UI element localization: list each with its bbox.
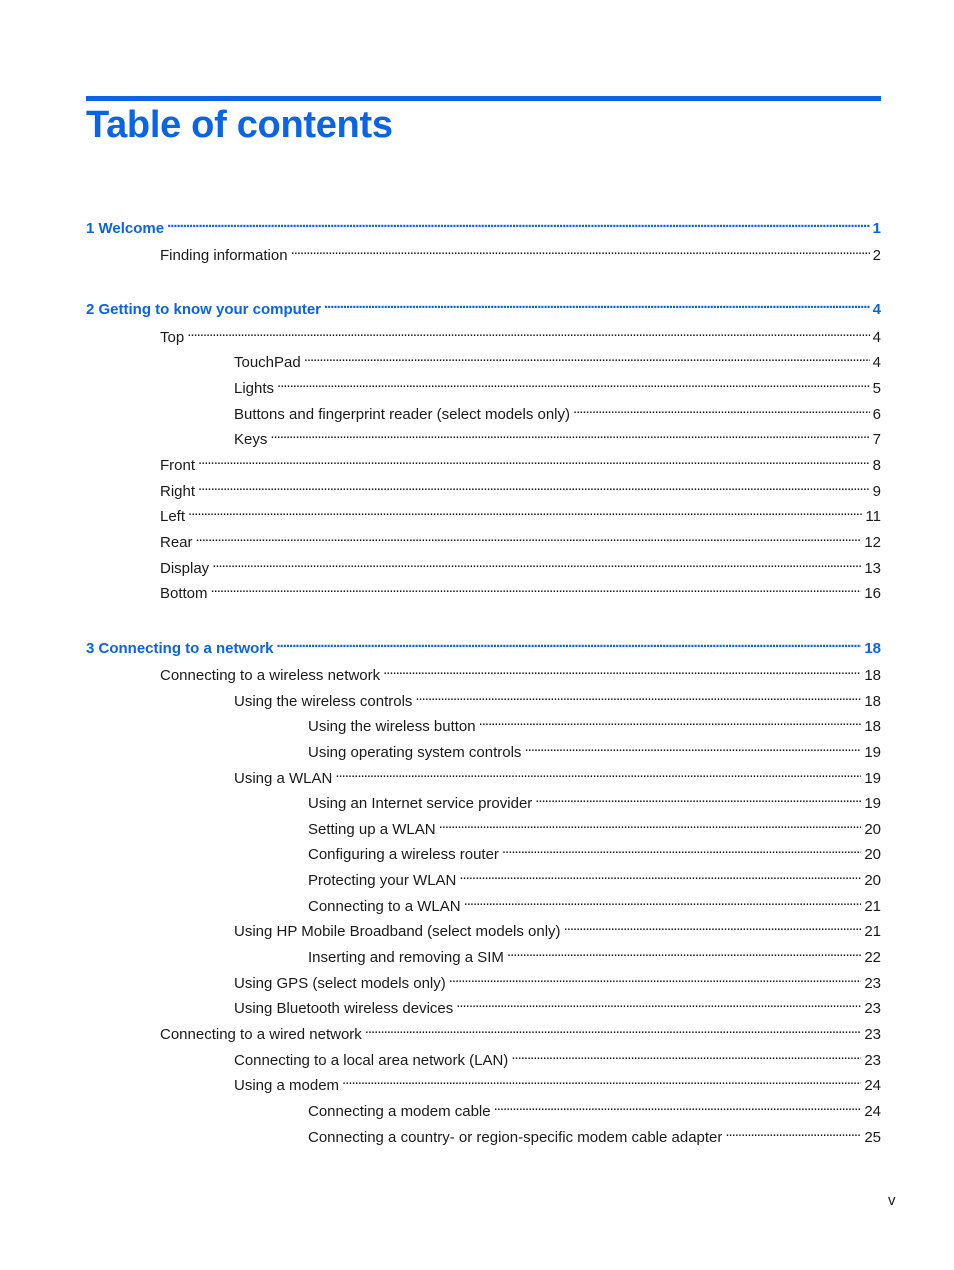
toc-chapter-entry[interactable] (86, 633, 881, 657)
toc-entry[interactable] (160, 240, 881, 264)
toc-page-number: 18 (864, 693, 881, 710)
dot-leader (524, 737, 861, 757)
dot-leader (494, 1096, 862, 1116)
toc-page-number: 13 (864, 560, 881, 577)
toc-chapter-entry[interactable] (86, 213, 881, 237)
toc-entry-title: Rear (160, 534, 193, 551)
toc-entry-title: Top (160, 329, 185, 346)
toc-entry[interactable] (234, 399, 881, 423)
toc-entry-title: Display (160, 560, 210, 577)
toc-page-number: 11 (865, 508, 881, 525)
toc-entry-title: Using the wireless button (308, 718, 476, 735)
toc-page-number: 23 (864, 975, 881, 992)
toc-entry[interactable] (234, 424, 881, 448)
toc-page-number: 24 (864, 1077, 881, 1094)
dot-leader (479, 711, 862, 731)
toc-page-number: 20 (864, 872, 881, 889)
toc-entry-title: Buttons and fingerprint reader (select models only) (234, 406, 571, 423)
dot-leader (291, 240, 870, 260)
dot-leader (342, 1070, 861, 1090)
toc-page-number: 21 (864, 898, 881, 915)
dot-leader (196, 527, 862, 547)
toc-entry[interactable] (160, 450, 881, 474)
dot-leader (187, 322, 869, 342)
toc-page-number: 25 (864, 1129, 881, 1146)
dot-leader (383, 660, 861, 680)
toc-entry-title: Connecting to a WLAN (308, 898, 461, 915)
dot-leader (188, 501, 862, 521)
toc-entry-title: Finding information (160, 247, 288, 264)
toc-entry[interactable] (308, 1096, 881, 1120)
toc-entry-title: Using a WLAN (234, 770, 333, 787)
dot-leader (564, 916, 862, 936)
toc-entry-title: 1 Welcome (86, 220, 165, 237)
toc-page-number: 18 (864, 667, 881, 684)
dot-leader (365, 1019, 862, 1039)
dot-leader (211, 578, 862, 598)
dot-leader (502, 839, 861, 859)
dot-leader (212, 553, 861, 573)
toc-entry[interactable] (234, 373, 881, 397)
dot-leader (198, 450, 870, 470)
dot-leader (167, 213, 870, 233)
dot-leader (277, 373, 870, 393)
toc-entry-title: Using HP Mobile Broadband (select models only) (234, 923, 561, 940)
toc-entry-title: Configuring a wireless router (308, 846, 499, 863)
dot-leader (198, 476, 870, 496)
page-title: Table of contents (86, 104, 393, 146)
toc-entry-title: Using operating system controls (308, 744, 522, 761)
toc-page-number: 19 (864, 744, 881, 761)
toc-entry-title: Bottom (160, 585, 208, 602)
toc-entry[interactable] (160, 322, 881, 346)
toc-entry-title: Lights (234, 380, 275, 397)
toc-page-number: 18 (864, 640, 881, 657)
dot-leader (335, 763, 861, 783)
toc-page-number: 1 (872, 220, 881, 237)
dot-leader (277, 633, 862, 653)
dot-leader (464, 891, 862, 911)
toc-entry-title: Using Bluetooth wireless devices (234, 1000, 454, 1017)
dot-leader (459, 865, 861, 885)
toc-entry[interactable] (308, 711, 881, 735)
dot-leader (449, 968, 862, 988)
toc-entry-title: Using a modem (234, 1077, 340, 1094)
toc-page-number: 7 (872, 431, 881, 448)
toc-entry-title: TouchPad (234, 354, 301, 371)
toc-entry-title: Using GPS (select models only) (234, 975, 446, 992)
dot-leader (270, 424, 869, 444)
toc-entry-title: Using the wireless controls (234, 693, 413, 710)
toc-page-number: 21 (864, 923, 881, 940)
toc-entry[interactable] (308, 942, 881, 966)
toc-entry-title: Connecting a country- or region-specific modem cable adapter (308, 1129, 723, 1146)
toc-page-number: 5 (872, 380, 881, 397)
toc-entry[interactable] (160, 501, 881, 525)
toc-page-number: 19 (864, 795, 881, 812)
dot-leader (456, 993, 861, 1013)
toc-entry-title: 2 Getting to know your computer (86, 301, 322, 318)
toc-entry[interactable] (308, 814, 881, 838)
toc-page-number: 24 (864, 1103, 881, 1120)
toc-entry[interactable] (160, 476, 881, 500)
toc-page-number: 18 (864, 718, 881, 735)
toc-entry-title: Keys (234, 431, 268, 448)
toc-entry[interactable] (308, 839, 881, 863)
toc-page-number: 4 (872, 354, 881, 371)
toc-entry[interactable] (308, 788, 881, 812)
toc-entry-title: Left (160, 508, 186, 525)
toc-entry[interactable] (234, 968, 881, 992)
toc-page-number: 20 (864, 821, 881, 838)
toc-entry[interactable] (160, 527, 881, 551)
toc-entry[interactable] (160, 1019, 881, 1043)
toc-entry-title: 3 Connecting to a network (86, 640, 274, 657)
toc-entry-title: Connecting to a wireless network (160, 667, 381, 684)
toc-page-number: 19 (864, 770, 881, 787)
toc-page-number: 6 (872, 406, 881, 423)
toc-entry[interactable] (234, 1070, 881, 1094)
toc-chapter-entry[interactable] (86, 294, 881, 318)
toc-entry-title: Using an Internet service provider (308, 795, 533, 812)
toc-entry[interactable] (308, 865, 881, 889)
toc-entry-title: Connecting a modem cable (308, 1103, 491, 1120)
toc-entry-title: Right (160, 483, 196, 500)
page-number: v (888, 1192, 896, 1209)
toc-page-number: 12 (864, 534, 881, 551)
toc-page-number: 23 (864, 1000, 881, 1017)
toc-entry[interactable] (308, 1122, 881, 1146)
dot-leader (324, 294, 870, 314)
toc-page-number: 23 (864, 1026, 881, 1043)
toc-entry[interactable] (308, 891, 881, 915)
toc-page-number: 2 (872, 247, 881, 264)
toc-entry[interactable] (160, 553, 881, 577)
toc-entry-title: Front (160, 457, 196, 474)
toc-page-number: 8 (872, 457, 881, 474)
toc-entry[interactable] (234, 347, 881, 371)
toc-entry-title: Protecting your WLAN (308, 872, 457, 889)
toc-page-number: 4 (872, 301, 881, 318)
toc-entry[interactable] (160, 660, 881, 684)
toc-page-number: 23 (864, 1052, 881, 1069)
toc-page-number: 16 (864, 585, 881, 602)
toc-entry[interactable] (234, 993, 881, 1017)
toc-page-number: 9 (872, 483, 881, 500)
toc-entry-title: Setting up a WLAN (308, 821, 436, 838)
toc-entry-title: Connecting to a local area network (LAN) (234, 1052, 509, 1069)
toc-entry[interactable] (160, 578, 881, 602)
toc-entry[interactable] (234, 916, 881, 940)
toc-entry-title: Inserting and removing a SIM (308, 949, 504, 966)
dot-leader (573, 399, 870, 419)
dot-leader (415, 686, 861, 706)
toc-entry[interactable] (234, 1045, 881, 1069)
dot-leader (439, 814, 862, 834)
toc-page-number: 20 (864, 846, 881, 863)
dot-leader (511, 1045, 861, 1065)
toc-page-number: 4 (872, 329, 881, 346)
toc-entry[interactable] (234, 686, 881, 710)
dot-leader (725, 1122, 861, 1142)
toc-entry-title: Connecting to a wired network (160, 1026, 362, 1043)
dot-leader (304, 347, 870, 367)
toc-entry[interactable] (234, 763, 881, 787)
dot-leader (507, 942, 861, 962)
toc-page-number: 22 (864, 949, 881, 966)
toc-entry[interactable] (308, 737, 881, 761)
dot-leader (535, 788, 861, 808)
